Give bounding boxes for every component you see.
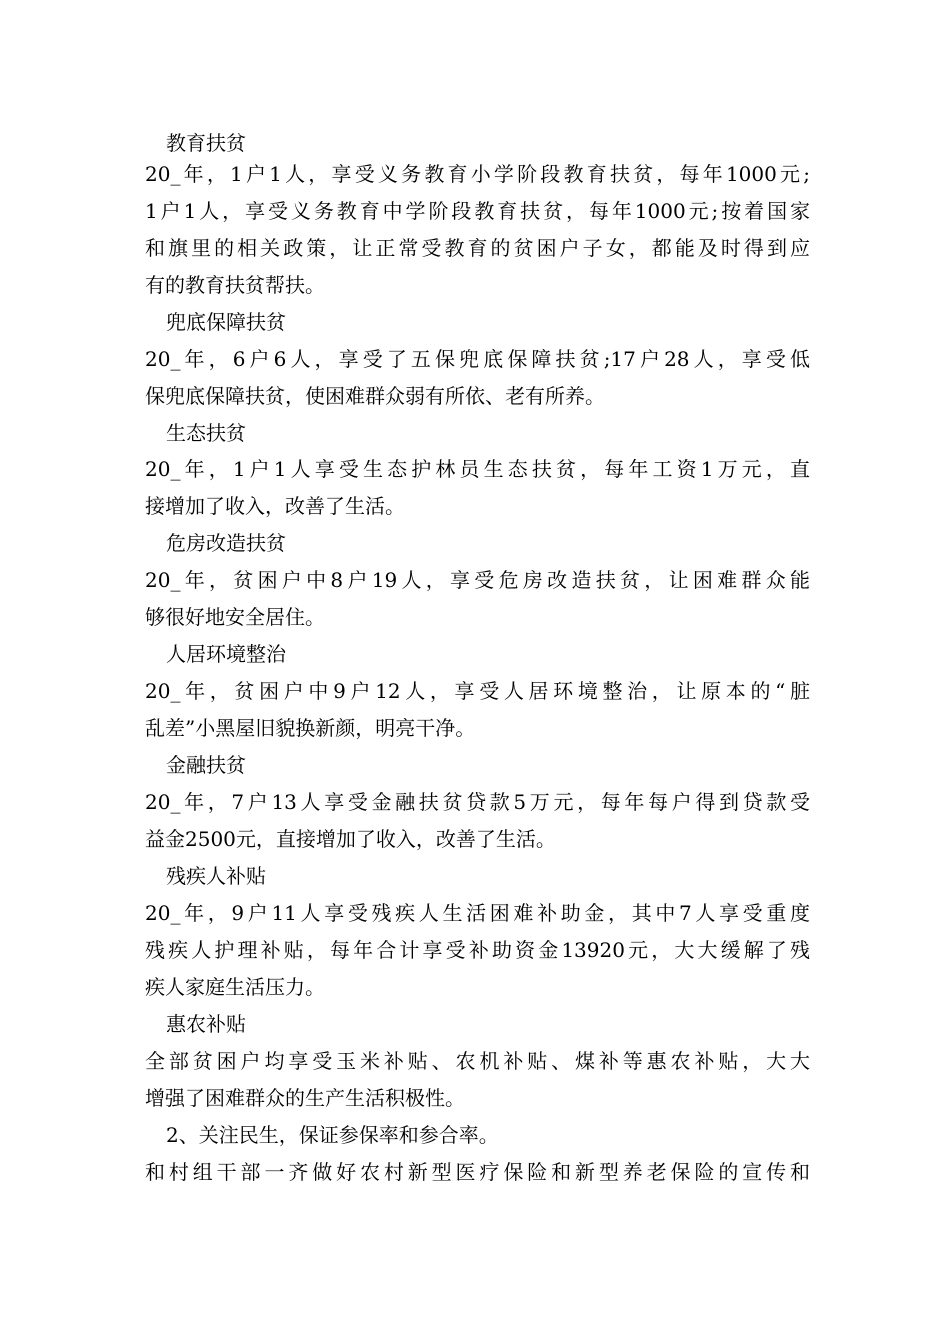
paragraph-line: 和村组干部一齐做好农村新型医疗保险和新型养老保险的宣传和 [145, 1160, 810, 1184]
section-heading: 教育扶贫 [166, 131, 246, 155]
paragraph-line: 和旗里的相关政策，让正常受教育的贫困户子女，都能及时得到应 [145, 236, 810, 260]
section-heading: 残疾人补贴 [166, 864, 266, 888]
paragraph-line: 有的教育扶贫帮扶。 [145, 273, 325, 297]
paragraph-line: 20_年，1户1人，享受义务教育小学阶段教育扶贫，每年1000元; [145, 162, 810, 186]
section-heading: 危房改造扶贫 [166, 531, 286, 555]
section-heading: 2、关注民生，保证参保率和参合率。 [166, 1123, 499, 1147]
paragraph-line: 20_年，贫困户中9户12人，享受人居环境整治，让原本的“脏 [145, 679, 810, 703]
paragraph-line: 全部贫困户均享受玉米补贴、农机补贴、煤补等惠农补贴，大大 [145, 1049, 810, 1073]
section-heading: 生态扶贫 [166, 421, 246, 445]
paragraph-line: 20_年，1户1人享受生态护林员生态扶贫，每年工资1万元，直 [145, 457, 810, 481]
section-heading: 金融扶贫 [166, 753, 246, 777]
paragraph-line: 乱差”小黑屋旧貌换新颜，明亮干净。 [145, 716, 476, 740]
paragraph-line: 益金2500元，直接增加了收入，改善了生活。 [145, 827, 556, 851]
paragraph-line: 1户1人，享受义务教育中学阶段教育扶贫，每年1000元;按着国家 [145, 199, 810, 223]
paragraph-line: 接增加了收入，改善了生活。 [145, 494, 405, 518]
paragraph-line: 20_年，贫困户中8户19人，享受危房改造扶贫，让困难群众能 [145, 568, 810, 592]
paragraph-line: 残疾人护理补贴，每年合计享受补助资金13920元，大大缓解了残 [145, 938, 810, 962]
paragraph-line: 保兜底保障扶贫，使困难群众弱有所依、老有所养。 [145, 384, 605, 408]
paragraph-line: 疾人家庭生活压力。 [145, 975, 325, 999]
paragraph-line: 20_年，6户6人，享受了五保兜底保障扶贫;17户28人，享受低 [145, 347, 810, 371]
paragraph-line: 20_年，9户11人享受残疾人生活困难补助金，其中7人享受重度 [145, 901, 810, 925]
section-heading: 惠农补贴 [166, 1012, 246, 1036]
paragraph-line: 够很好地安全居住。 [145, 605, 325, 629]
paragraph-line: 20_年，7户13人享受金融扶贫贷款5万元，每年每户得到贷款受 [145, 790, 810, 814]
section-heading: 人居环境整治 [166, 642, 286, 666]
section-heading: 兜底保障扶贫 [166, 310, 286, 334]
paragraph-line: 增强了困难群众的生产生活积极性。 [145, 1086, 465, 1110]
